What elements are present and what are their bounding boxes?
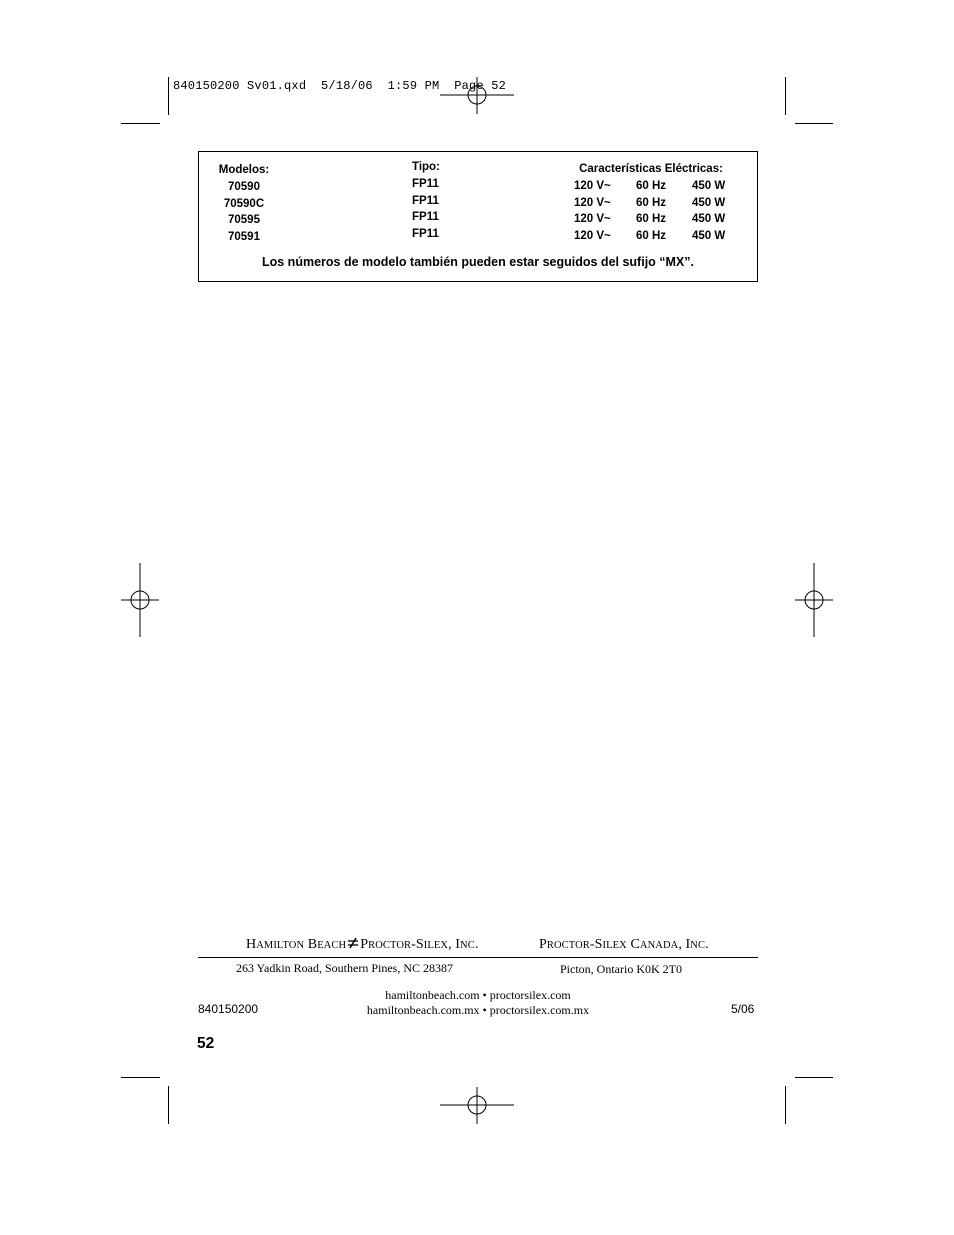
electrical-label: Características Eléctricas:	[579, 163, 723, 175]
type-label: Tipo:	[412, 161, 440, 173]
company-text: -S	[411, 937, 424, 952]
registration-mark-left	[121, 563, 159, 637]
electrical-column	[574, 161, 732, 245]
company-text: NC	[690, 940, 706, 951]
us-address: 263 Yadkin Road, Southern Pines, NC 28387	[236, 961, 454, 975]
registration-mark-bottom	[440, 1087, 514, 1124]
company-text: P	[539, 937, 547, 952]
model-suffix-note: Los números de modelo también pueden estar seguidos del sufijo “MX”.	[261, 255, 694, 269]
model-number: 70591	[228, 231, 260, 244]
company-text: ILEX	[423, 940, 449, 951]
voltage: 120 V~	[574, 213, 611, 226]
website-urls	[300, 988, 656, 1018]
model-number: 70595	[228, 214, 260, 227]
company-text: ROCTOR	[546, 940, 590, 951]
electrical-row	[574, 178, 732, 195]
type-value: FP11	[412, 177, 439, 190]
company-text: .	[474, 937, 479, 952]
frequency: 60 Hz	[636, 230, 667, 243]
electrical-row	[574, 228, 732, 245]
frequency: 60 Hz	[636, 179, 667, 192]
electrical-row	[574, 211, 732, 228]
company-name-proctor-silex-canada	[539, 937, 709, 953]
model-number: 70590	[228, 180, 260, 193]
company-text: EACH	[317, 940, 347, 951]
company-text: H	[246, 937, 257, 952]
company-text: ANADA	[639, 940, 679, 951]
type-value: FP11	[412, 194, 439, 207]
electrical-row	[574, 195, 732, 212]
urls-line: hamiltonbeach.com.mx • proctorsilex.com.mx	[366, 1003, 590, 1017]
logo-separator-icon	[347, 937, 359, 949]
wattage: 450 W	[692, 230, 726, 243]
company-text: P	[360, 937, 369, 952]
type-column	[412, 159, 440, 243]
company-text: -S	[589, 937, 603, 952]
company-text: NC	[460, 940, 475, 951]
company-text: , I	[678, 937, 691, 952]
voltage: 120 V~	[574, 179, 611, 192]
company-text: ROCTOR	[368, 940, 412, 951]
model-number: 70590C	[223, 197, 265, 210]
wattage: 450 W	[692, 213, 726, 226]
registration-mark-right	[795, 563, 833, 637]
date-code: 5/06	[731, 1002, 755, 1016]
models-column	[216, 162, 272, 246]
part-number: 840150200	[198, 1002, 259, 1016]
company-name-hamilton-beach-proctor-silex	[246, 937, 478, 953]
company-text: B	[304, 937, 318, 952]
company-text: , I	[448, 937, 461, 952]
page-number: 52	[197, 1035, 215, 1052]
type-value: FP11	[412, 228, 439, 241]
print-slug-line: 840150200 Sv01.qxd 5/18/06 1:59 PM Page 52	[173, 79, 507, 93]
urls-line: hamiltonbeach.com • proctorsilex.com	[385, 988, 571, 1002]
models-label: Modelos:	[218, 164, 270, 176]
wattage: 450 W	[692, 179, 726, 192]
company-text: .	[705, 937, 709, 952]
frequency: 60 Hz	[636, 213, 667, 226]
canada-address: Picton, Ontario K0K 2T0	[560, 962, 682, 976]
voltage: 120 V~	[574, 196, 611, 209]
company-text: C	[626, 937, 640, 952]
frequency: 60 Hz	[636, 196, 667, 209]
wattage: 450 W	[692, 196, 726, 209]
footer-divider	[198, 957, 758, 958]
voltage: 120 V~	[574, 230, 611, 243]
company-text: AMILTON	[256, 940, 305, 951]
type-value: FP11	[412, 211, 439, 224]
company-text: ILEX	[602, 940, 627, 951]
